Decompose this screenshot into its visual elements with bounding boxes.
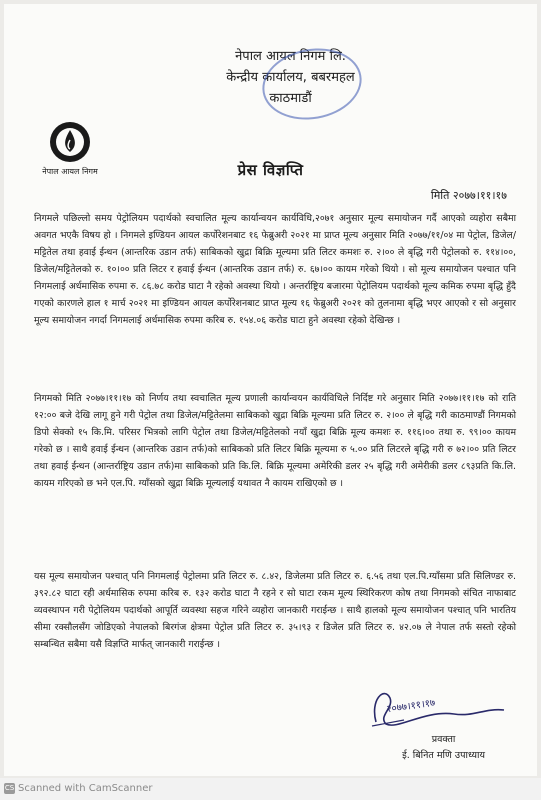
scanner-text: Scanned with CamScanner (18, 783, 153, 794)
paragraph-3: यस मूल्य समायोजन पश्चात् पनि निगमलाई पेट्रोलमा प्रति लिटर रु. ८.४२, डिजेलमा प्रति लिटर रु. ६.५६ तथा एल.पि.ग्याँसमा प्रति सिलिण्डर रु. ३९२.८२ घाटा रही अर्धमासिक रुपमा करिब रु. १३२ करोड घाटा नै रहने र सो घाटा रकम मूल्य स्थिरिकरण कोष तथा निगमको संचित नाफाबाट व्यवस्थापन गरी पेट्रोलियम पदार्थको आपूर्ति व्यवस्था सहज गरिने व्यहोरा जानकारी गराईन्छ । साथै हालको मूल्य समायोजन पश्चात् पनि भारतिय सीमा रक्सौलसँग जोडिएको नेपालको बिरगंज क्षेत्रमा पेट्रोल प्रति लिटर रु. ३५।९३ र डिजेल प्रति लिटर रु. ४२.०७ ले नेपाल तर्फ सस्तो रहेको सम्बन्धित सबैमा यसै विज्ञप्ति मार्फत् जानकारी गराईन्छ । (34, 571, 516, 650)
paragraph-1: निगमले पछिल्लो समय पेट्रोलियम पदार्थको स्वचालित मूल्य कार्यान्वयन कार्यविधि,२०७१ अनुसार मूल्य समायोजन गर्दै आएको व्यहोरा सबैमा अवगत भएकै विषय हो । निगमले इण्डियन आयल कर्पोरेशनबाट १६ फेब्रुअरी २०२१ मा प्राप्त मूल्य अनुसार मिति २०७७/११/०४ मा पेट्रोल, डिजेल/मट्टितेल तथा हवाई ईन्धन (आन्तरिक उडान तर्फ) साबिकको खुद्रा बिक्रि मूल्यमा प्रति लिटर कमशः रु. २।०० ले बृद्धि गरी पेट्रोलको रु. ११४।००, डिजेल/मट्टितेलको रु. १०।०० प्रति लिटर र हवाई ईन्धन (आन्तरिक उडान तर्फ) रु. ६७।०० कायम गरेको थियो । सो मूल्य समायोजन पश्चात पनि निगमलाई अर्धमासिक रुपमा रु. ८६.७८ करोड घाटा नै रहेको अवस्था थियो । अन्तर्राष्ट्रिय बजारमा पेट्रोलियम पदार्थको मूल्य कमिक रुपमा बृद्धि हुँदै गएको कारणले हाल १ मार्च २०२१ मा इण्डियन आयल कर्पोरेशनबाट प्राप्त मूल्य १६ फेब्रुअरी २०२१ को तुलनामा बृद्धि भएर आएको र सो अनुसार मूल्य समायोजन नगर्दा निगमलाई अर्धमासिक रुपमा करिब रु. १५४.०६ करोड घाटा हुने अवस्था रहेको देखिन्छ । (34, 213, 516, 326)
scanner-watermark (0, 778, 541, 800)
signatory-block (402, 732, 485, 764)
signature (364, 680, 524, 735)
signatory-role: प्रवक्ता (431, 734, 456, 745)
document-page (4, 4, 537, 776)
logo-caption: नेपाल आयल निगम (42, 167, 98, 176)
signatory-name: ई. बिनित मणि उपाध्याय (402, 750, 485, 761)
paragraph-2: निगमको मिति २०७७।११।१७ को निर्णय तथा स्वचालित मूल्य प्रणाली कार्यान्वयन कार्यविधिले निर्दिष्ट गरे अनुसार मिति २०७७।११।१७ को राति १२:०० बजे देखि लागू हुने गरी पेट्रोल तथा डिजेल/मट्टितेलमा साबिकको खुद्रा बिक्रि मूल्यमा प्रति लिटर रु. २।०० ले बृद्धि गरी काठमाण्डौं निगमको डिपो सेक्को १५ कि.मि. परिसर भित्रको लागि पेट्रोल तथा डिजेल/मट्टितेलको नयाँ खुद्रा बिक्रि मूल्य कमशः रु. ११६।०० तथा रु. ९९।०० कायम गरेको छ । साथै हवाई ईन्धन (आन्तरिक उडान तर्फ)को साबिकको प्रति लिटर बिक्रि मूल्यमा रु ५.०० प्रति लिटरले बृद्धि गरी रु ७२।०० प्रति लिटर तथा हवाई ईन्धन (आन्तर्राष्ट्रिय उडान तर्फ)मा साबिकको प्रति कि.लि. बिक्रि मूल्यमा अमेरिकी डलर २५ बृद्धि गरी अमेरीकी डलर ८९३प्रति कि.लि. कायम गरिएको छ भने एल.पि. ग्याँसको खुद्रा बिक्रि मूल्यलाई यथावत नै कायम राखिएको छ । (34, 393, 516, 489)
office-city: काठमाडौं (269, 91, 312, 106)
org-name: नेपाल आयल निगम लि. (235, 49, 346, 64)
signature-date: २०७७।११।१७ (385, 697, 436, 716)
page-title: प्रेस विज्ञप्ति (237, 161, 304, 179)
camscanner-icon: CS (4, 783, 15, 792)
issue-date: मिति २०७७।११।१७ (430, 189, 507, 202)
office-name: केन्द्रीय कार्यालय, बबरमहल (226, 70, 355, 85)
drop-logo-icon (48, 120, 92, 164)
